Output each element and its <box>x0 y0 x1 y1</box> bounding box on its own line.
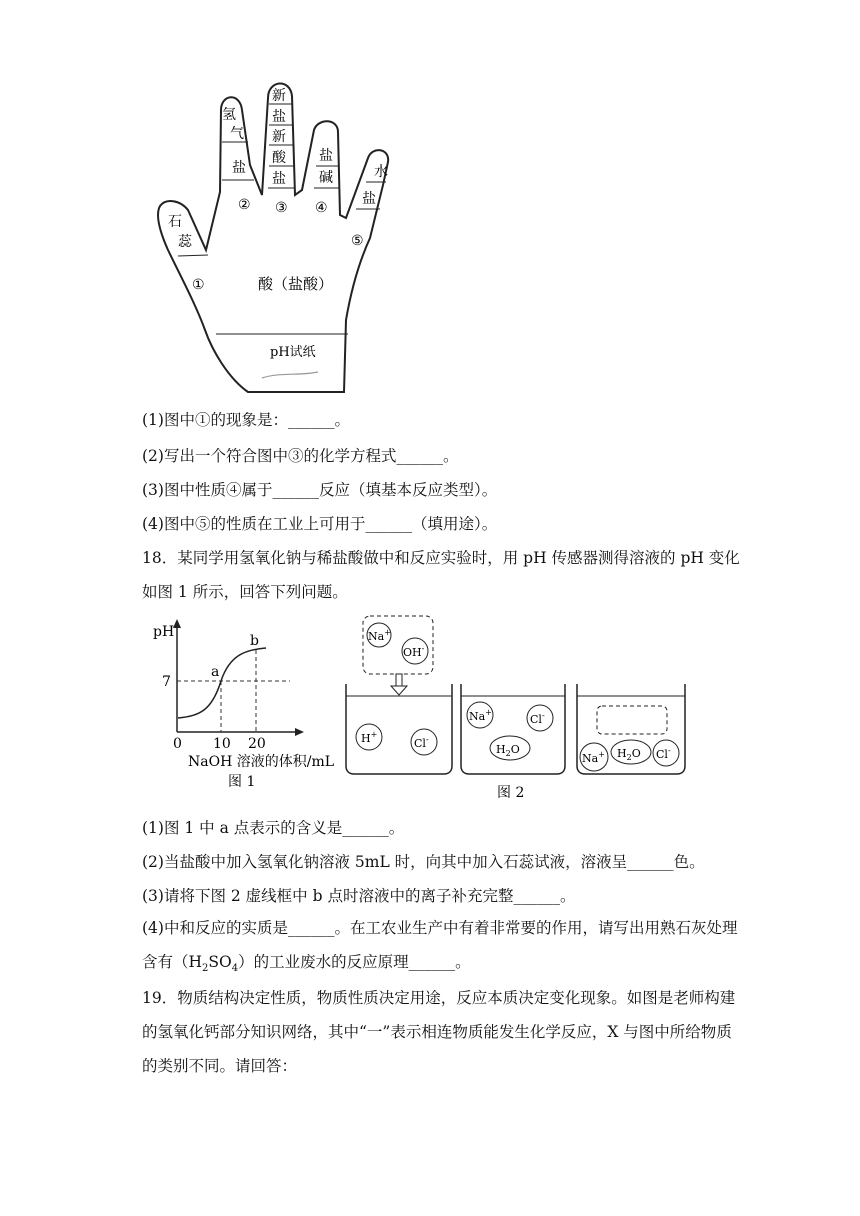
cl-ion-2: Cl- <box>530 711 545 726</box>
water-label-1: $H_2O$ <box>496 743 520 758</box>
q19-line-2: 的氢氧化钙部分知识网络，其中“一”表示相连物质能发生化学反应，X 与图中所给物质 <box>142 1023 732 1041</box>
figure-2-beakers <box>340 612 690 807</box>
number-5: ⑤ <box>351 233 364 249</box>
q17-line-4: (4)图中⑤的性质在工业上可用于______（填用途）。 <box>142 515 498 533</box>
number-2: ② <box>238 197 251 213</box>
figure-1-caption: 图 1 <box>228 774 256 790</box>
hand-diagram <box>150 72 390 402</box>
number-4: ④ <box>315 200 328 216</box>
q18-line-1: (1)图 1 中 a 点表示的含义是______。 <box>142 819 405 837</box>
na-ion-3: Na+ <box>582 750 605 765</box>
number-3: ③ <box>275 200 288 216</box>
q18-intro-1: 18．某同学用氢氧化钠与稀盐酸做中和反应实验时，用 pH 传感器测得溶液的 pH 变化 <box>142 549 740 567</box>
q18-line-2: (2)当盐酸中加入氢氧化钠溶液 5mL 时，向其中加入石蕊试液，溶液呈______色。 <box>142 853 705 871</box>
q17-line-2: (2)写出一个符合图中③的化学方程式______。 <box>142 447 459 465</box>
finger3-char-3: 新 <box>272 129 286 145</box>
number-1: ① <box>192 277 205 293</box>
q18-l4b-sub2: 4 <box>231 963 239 975</box>
finger5-char-1: 水 <box>374 164 388 180</box>
arrow-head <box>391 686 407 695</box>
finger4-char-2: 碱 <box>319 170 333 186</box>
point-b-label: b <box>250 633 259 649</box>
finger4-char-1: 盐 <box>319 148 333 164</box>
y-axis-label: pH <box>153 624 175 640</box>
ph-curve <box>178 648 266 718</box>
q18-line-4a: (4)中和反应的实质是______。在工农业生产中有着非常要的作用，请写出用熟石灰处理 <box>142 919 738 937</box>
q19-line-3: 的类别不同。请回答： <box>142 1057 298 1075</box>
finger5-char-2: 盐 <box>362 191 376 207</box>
na-ion-2: Na+ <box>469 708 492 723</box>
x-axis-label: NaOH 溶液的体积/mL <box>188 754 335 770</box>
x-tick-0: 0 <box>173 736 182 752</box>
finger3-char-2: 盐 <box>272 109 286 125</box>
point-a-label: a <box>211 664 220 680</box>
figure-1-ph-curve <box>140 612 350 802</box>
q17-line-3: (3)图中性质④属于______反应（填基本反应类型）。 <box>142 481 498 499</box>
finger2-char-3: 盐 <box>232 160 246 176</box>
finger2-char-2: 气 <box>230 126 244 142</box>
figure-2-caption: 图 2 <box>497 785 525 801</box>
x-tick-20: 20 <box>248 736 266 752</box>
answer-dashed-box <box>597 706 667 734</box>
cl-ion-1: Cl- <box>414 735 429 750</box>
q18-line-3: (3)请将下图 2 虚线框中 b 点时溶液中的离子补充完整______。 <box>142 887 576 905</box>
na-ion-top: Na+ <box>368 628 391 643</box>
finger1-line <box>178 255 208 256</box>
oh-ion-top: OH- <box>403 644 425 659</box>
ph7-label: 7 <box>162 674 171 690</box>
wrist-scribble <box>262 372 318 378</box>
beaker-2 <box>461 684 565 774</box>
q18-intro-2: 如图 1 所示，回答下列问题。 <box>142 583 348 601</box>
q18-l4b-post: ）的工业废水的反应原理______。 <box>238 953 471 971</box>
q18-line-4b <box>142 952 471 979</box>
q19-line-1: 19．物质结构决定性质，物质性质决定用途，反应本质决定变化现象。如图是老师构建 <box>142 989 736 1007</box>
h-ion: H+ <box>361 730 378 745</box>
x-axis-arrow <box>295 728 304 736</box>
finger3-char-5: 盐 <box>272 171 286 187</box>
water-label-2: $H_2O$ <box>617 747 641 762</box>
finger1-char-1: 石 <box>168 214 182 230</box>
finger3-char-1: 新 <box>272 88 286 104</box>
q18-l4b-pre: 含有（H <box>142 953 203 971</box>
finger3-char-4: 酸 <box>272 150 286 166</box>
cl-ion-3: Cl- <box>656 746 671 761</box>
wrist-label: pH试纸 <box>270 345 316 360</box>
x-tick-10: 10 <box>213 736 231 752</box>
q18-l4b-mid: SO <box>208 953 232 971</box>
palm-label: 酸（盐酸） <box>258 275 334 293</box>
q18-l4b-sub1: 2 <box>202 963 209 975</box>
q17-line-1: (1)图中①的现象是：______。 <box>142 411 350 429</box>
finger1-char-2: 蕊 <box>178 234 192 250</box>
arrow-shaft <box>396 674 402 686</box>
beaker-1 <box>346 684 452 774</box>
y-axis-arrow <box>173 619 181 628</box>
finger2-char-1: 氢 <box>222 107 236 123</box>
